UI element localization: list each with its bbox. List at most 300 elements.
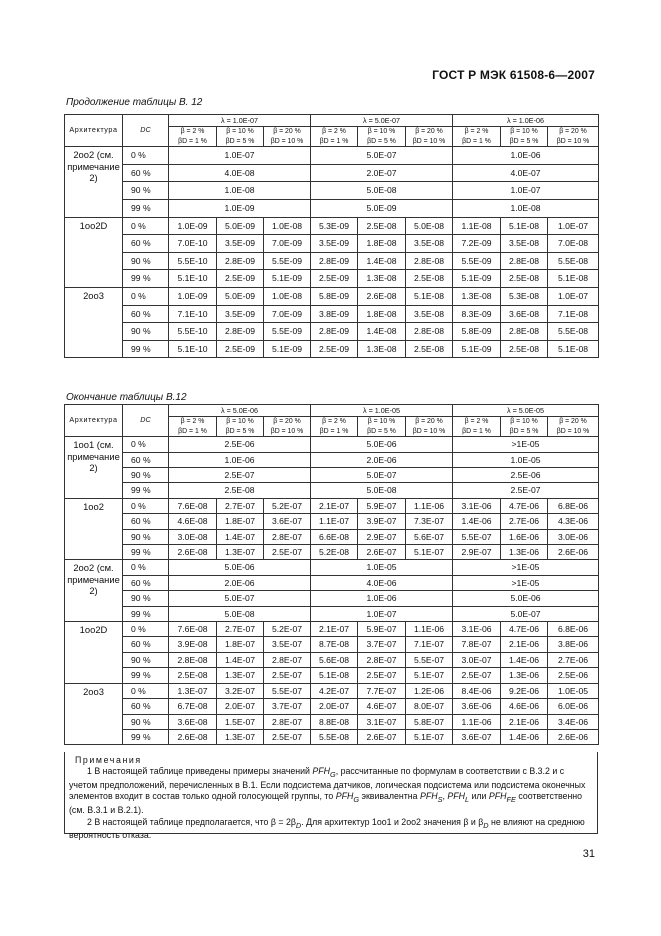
value-cell: 3.4E-06 [548, 714, 599, 729]
value-cell: 5.1E-10 [169, 270, 217, 288]
value-cell: 5.1E-08 [548, 270, 599, 288]
beta-header [358, 127, 406, 147]
value-cell: 2.8E-07 [264, 529, 311, 544]
dc-cell: 0 % [123, 498, 169, 513]
value-cell: 1.4E-06 [453, 514, 501, 529]
value-cell: 5.5E-09 [264, 323, 311, 341]
architecture-cell: 1oo2D [65, 217, 123, 287]
value-cell: 8.0E-07 [406, 699, 453, 714]
beta-header [169, 417, 217, 437]
value-cell: 5.2E-07 [264, 498, 311, 513]
value-cell: 2.8E-09 [217, 252, 264, 270]
table-row [65, 637, 599, 652]
table-row [65, 545, 599, 560]
value-cell: 3.1E-07 [358, 714, 406, 729]
beta-label: β = 2 % [322, 418, 346, 425]
dc-cell: 99 % [123, 340, 169, 358]
value-cell: 5.2E-07 [264, 622, 311, 637]
value-cell: 3.5E-08 [406, 235, 453, 253]
value-cell: 2.1E-06 [501, 714, 548, 729]
value-cell: 1.3E-07 [217, 545, 264, 560]
value-cell: 1.3E-06 [501, 668, 548, 683]
value-cell: 1.4E-08 [358, 252, 406, 270]
value-cell: 3.9E-07 [358, 514, 406, 529]
value-cell: 2.7E-06 [548, 652, 599, 667]
value-cell: 5.9E-07 [358, 622, 406, 637]
value-cell: 8.7E-08 [311, 637, 358, 652]
value-cell: 1.8E-07 [217, 514, 264, 529]
beta-header [501, 127, 548, 147]
table1-caption: Продолжение таблицы B. 12 [66, 97, 203, 108]
value-cell: 5.1E-09 [264, 270, 311, 288]
value-cell: 1.8E-08 [358, 235, 406, 253]
value-cell: 3.5E-08 [406, 305, 453, 323]
value-cell: 3.6E-06 [453, 699, 501, 714]
merged-value-cell: 1.0E-05 [311, 560, 453, 575]
value-cell: 2.0E-07 [311, 699, 358, 714]
value-cell: 6.7E-08 [169, 699, 217, 714]
value-cell: 3.1E-06 [453, 622, 501, 637]
value-cell: 2.6E-08 [358, 287, 406, 305]
value-cell: 2.5E-09 [311, 340, 358, 358]
value-cell: 2.1E-07 [311, 498, 358, 513]
beta-label: β = 10 % [510, 418, 538, 425]
value-cell: 1.3E-08 [358, 270, 406, 288]
dc-cell: 99 % [123, 545, 169, 560]
table-row [65, 199, 599, 217]
merged-value-cell: 1.0E-09 [169, 199, 311, 217]
table1 [64, 114, 599, 358]
table-row [65, 452, 599, 467]
table-row [65, 305, 599, 323]
beta-header [406, 417, 453, 437]
value-cell: 3.6E-07 [453, 729, 501, 744]
table-row [65, 498, 599, 513]
value-cell: 3.7E-07 [358, 637, 406, 652]
value-cell: 1.8E-07 [217, 637, 264, 652]
beta-label: β = 10 % [226, 128, 254, 135]
architecture-cell: 2oo3 [65, 683, 123, 745]
merged-value-cell: 1.0E-08 [169, 182, 311, 200]
value-cell: 2.6E-06 [548, 545, 599, 560]
beta-d-label: βD = 10 % [556, 137, 590, 145]
value-cell: 3.0E-08 [169, 529, 217, 544]
value-cell: 5.5E-07 [453, 529, 501, 544]
value-cell: 5.1E-08 [501, 217, 548, 235]
dc-cell: 0 % [123, 622, 169, 637]
dc-cell: 90 % [123, 529, 169, 544]
value-cell: 5.6E-08 [311, 652, 358, 667]
beta-header [548, 417, 599, 437]
note-1: 1 В настоящей таблице приведены примеры значений $PFH_G$, рассчитанные по формулам в соответствии с В.3.2 и с учетом предположений, перечисленных в В.1. Если подсистема датчиков, логическая подсистема или подсистема оконечных элементов входит в состав только одной голосующей группы, то $PFH_G$ эквивалентна $PFH_S$, $PFH_L$ или $PFH_{FE}$ соответственно (см. В.3.1 и В.2.1). [69, 766, 586, 816]
value-cell: 4.6E-06 [501, 699, 548, 714]
merged-value-cell: 5.0E-07 [453, 606, 599, 621]
beta-header [406, 127, 453, 147]
value-cell: 6.0E-06 [548, 699, 599, 714]
value-cell: 5.0E-09 [217, 287, 264, 305]
value-cell: 8.4E-06 [453, 683, 501, 698]
value-cell: 2.1E-06 [501, 637, 548, 652]
merged-value-cell: 5.0E-06 [311, 437, 453, 452]
value-cell: 2.8E-08 [501, 323, 548, 341]
beta-label: β = 2 % [180, 128, 205, 135]
beta-label: β = 20 % [415, 418, 443, 425]
value-cell: 2.8E-08 [169, 652, 217, 667]
value-cell: 4.6E-08 [169, 514, 217, 529]
value-cell: 3.0E-07 [453, 652, 501, 667]
beta-label: β = 2 % [322, 128, 346, 135]
table-row [65, 164, 599, 182]
value-cell: 5.1E-09 [453, 270, 501, 288]
merged-value-cell: 1.0E-07 [169, 147, 311, 165]
table-row [65, 340, 599, 358]
value-cell: 1.3E-07 [217, 668, 264, 683]
page-number: 31 [582, 848, 595, 860]
merged-value-cell: 4.0E-07 [453, 164, 599, 182]
value-cell: 2.6E-07 [358, 545, 406, 560]
notes-title: Примечания [75, 755, 142, 765]
value-cell: 6.8E-06 [548, 498, 599, 513]
value-cell: 3.8E-09 [311, 305, 358, 323]
beta-d-label: βD = 5 % [225, 137, 255, 145]
value-cell: 5.5E-10 [169, 252, 217, 270]
value-cell: 1.1E-08 [453, 217, 501, 235]
table-row [65, 270, 599, 288]
value-cell: 5.5E-08 [548, 323, 599, 341]
dc-cell: 90 % [123, 182, 169, 200]
value-cell: 7.8E-07 [453, 637, 501, 652]
table-row [65, 514, 599, 529]
value-cell: 4.7E-06 [501, 498, 548, 513]
value-cell: 1.6E-06 [501, 529, 548, 544]
table-row [65, 147, 599, 165]
value-cell: 5.0E-09 [217, 217, 264, 235]
value-cell: 1.3E-07 [217, 729, 264, 744]
value-cell: 2.7E-06 [501, 514, 548, 529]
beta-label: β = 10 % [510, 128, 538, 135]
value-cell: 2.5E-09 [311, 270, 358, 288]
value-cell: 2.8E-07 [264, 714, 311, 729]
value-cell: 1.1E-06 [453, 714, 501, 729]
beta-d-label: βD = 5 % [367, 427, 396, 435]
beta-header [453, 127, 501, 147]
table-row [65, 323, 599, 341]
table-row [65, 668, 599, 683]
value-cell: 4.7E-06 [501, 622, 548, 637]
value-cell: 5.1E-07 [406, 545, 453, 560]
value-cell: 5.2E-08 [311, 545, 358, 560]
beta-d-label: βD = 10 % [270, 137, 304, 145]
value-cell: 1.0E-08 [264, 287, 311, 305]
beta-d-label: βD = 5 % [225, 427, 255, 435]
value-cell: 5.1E-08 [548, 340, 599, 358]
value-cell: 1.0E-09 [169, 217, 217, 235]
merged-value-cell: 1.0E-08 [453, 199, 599, 217]
merged-value-cell: 2.0E-06 [311, 452, 453, 467]
value-cell: 9.2E-06 [501, 683, 548, 698]
beta-d-label: βD = 10 % [556, 427, 590, 435]
value-cell: 2.8E-09 [311, 252, 358, 270]
value-cell: 3.5E-09 [217, 305, 264, 323]
beta-label: β = 10 % [367, 128, 396, 135]
value-cell: 5.1E-10 [169, 340, 217, 358]
value-cell: 5.1E-07 [406, 729, 453, 744]
value-cell: 5.9E-07 [358, 498, 406, 513]
beta-label: β = 10 % [367, 418, 396, 425]
dc-cell: 60 % [123, 514, 169, 529]
beta-d-label: βD = 1 % [462, 137, 491, 145]
architecture-cell: 1oo2 [65, 498, 123, 560]
beta-d-label: βD = 5 % [509, 427, 539, 435]
merged-value-cell: 2.0E-07 [311, 164, 453, 182]
beta-d-label: βD = 5 % [509, 137, 539, 145]
table-row [65, 437, 599, 452]
beta-header [311, 127, 358, 147]
note-2: 2 В настоящей таблице предполагается, что $\beta = 2\beta_D$. Для архитектур 1oo1 и 2oo2 значения β и $\beta_D$ не влияют на среднюю вероятность отказа. [69, 816, 585, 841]
value-cell: 1.4E-07 [217, 529, 264, 544]
value-cell: 4.2E-07 [311, 683, 358, 698]
value-cell: 5.5E-09 [453, 252, 501, 270]
beta-d-label: βD = 10 % [412, 137, 446, 145]
value-cell: 3.6E-07 [264, 514, 311, 529]
value-cell: 2.9E-07 [453, 545, 501, 560]
merged-value-cell: >1E-05 [453, 575, 599, 590]
table-row [65, 606, 599, 621]
beta-label: β = 20 % [273, 128, 301, 135]
table-row [65, 483, 599, 498]
beta-label: β = 2 % [464, 128, 489, 135]
col-header-architecture: Архитектура [65, 115, 123, 147]
table-row [65, 699, 599, 714]
value-cell: 3.6E-08 [169, 714, 217, 729]
value-cell: 2.8E-08 [501, 252, 548, 270]
beta-header [311, 417, 358, 437]
value-cell: 7.0E-09 [264, 305, 311, 323]
table-row [65, 622, 599, 637]
value-cell: 5.5E-07 [264, 683, 311, 698]
table-row [65, 591, 599, 606]
value-cell: 2.5E-07 [264, 668, 311, 683]
value-cell: 1.4E-08 [358, 323, 406, 341]
table-row [65, 182, 599, 200]
merged-value-cell: 5.0E-07 [169, 591, 311, 606]
value-cell: 2.5E-09 [217, 340, 264, 358]
value-cell: 3.2E-07 [217, 683, 264, 698]
value-cell: 2.1E-07 [311, 622, 358, 637]
value-cell: 5.0E-08 [406, 217, 453, 235]
value-cell: 2.8E-09 [311, 323, 358, 341]
value-cell: 1.0E-07 [548, 287, 599, 305]
value-cell: 5.1E-09 [453, 340, 501, 358]
beta-d-label: βD = 10 % [270, 427, 304, 435]
value-cell: 2.7E-07 [217, 622, 264, 637]
value-cell: 2.5E-08 [406, 340, 453, 358]
value-cell: 2.7E-07 [217, 498, 264, 513]
value-cell: 1.0E-05 [548, 683, 599, 698]
table-row [65, 217, 599, 235]
dc-cell: 60 % [123, 235, 169, 253]
beta-header [264, 417, 311, 437]
value-cell: 6.6E-08 [311, 529, 358, 544]
table-row [65, 235, 599, 253]
table-row [65, 252, 599, 270]
value-cell: 7.0E-10 [169, 235, 217, 253]
beta-header [217, 127, 264, 147]
value-cell: 7.2E-09 [453, 235, 501, 253]
dc-cell: 60 % [123, 575, 169, 590]
lambda-header: λ = 5.0E-07 [311, 115, 453, 127]
dc-cell: 0 % [123, 147, 169, 165]
lambda-header: λ = 5.0E-05 [453, 405, 599, 417]
dc-cell: 90 % [123, 714, 169, 729]
value-cell: 5.5E-07 [406, 652, 453, 667]
value-cell: 3.5E-07 [264, 637, 311, 652]
beta-header [169, 127, 217, 147]
table-row [65, 729, 599, 744]
value-cell: 3.5E-09 [311, 235, 358, 253]
dc-cell: 90 % [123, 468, 169, 483]
table-row [65, 287, 599, 305]
beta-label: β = 20 % [559, 128, 587, 135]
value-cell: 1.1E-06 [406, 498, 453, 513]
merged-value-cell: 1.0E-06 [311, 591, 453, 606]
dc-cell: 60 % [123, 164, 169, 182]
value-cell: 2.0E-07 [217, 699, 264, 714]
merged-value-cell: 1.0E-07 [311, 606, 453, 621]
dc-cell: 99 % [123, 270, 169, 288]
merged-value-cell: 5.0E-07 [311, 468, 453, 483]
beta-header [453, 417, 501, 437]
dc-cell: 0 % [123, 560, 169, 575]
beta-label: β = 20 % [415, 128, 443, 135]
value-cell: 5.5E-08 [311, 729, 358, 744]
value-cell: 2.8E-09 [217, 323, 264, 341]
merged-value-cell: 2.5E-06 [453, 468, 599, 483]
dc-cell: 99 % [123, 483, 169, 498]
table-row [65, 714, 599, 729]
notes-block [64, 752, 598, 841]
merged-value-cell: 1.0E-06 [453, 147, 599, 165]
value-cell: 2.8E-08 [406, 252, 453, 270]
architecture-cell: 1oo1 (см. примечание 2) [65, 437, 123, 499]
value-cell: 1.1E-06 [406, 622, 453, 637]
value-cell: 5.5E-08 [548, 252, 599, 270]
dc-cell: 90 % [123, 591, 169, 606]
beta-header [501, 417, 548, 437]
merged-value-cell: 4.0E-06 [311, 575, 453, 590]
architecture-cell: 2oo2 (см. примечание 2) [65, 147, 123, 217]
value-cell: 1.8E-08 [358, 305, 406, 323]
lambda-header: λ = 5.0E-06 [169, 405, 311, 417]
beta-d-label: βD = 1 % [319, 427, 349, 435]
dc-cell: 90 % [123, 652, 169, 667]
value-cell: 5.3E-08 [501, 287, 548, 305]
value-cell: 7.6E-08 [169, 622, 217, 637]
value-cell: 1.4E-06 [501, 729, 548, 744]
value-cell: 2.5E-07 [358, 668, 406, 683]
value-cell: 1.3E-08 [453, 287, 501, 305]
beta-header [264, 127, 311, 147]
dc-cell: 90 % [123, 323, 169, 341]
value-cell: 7.3E-07 [406, 514, 453, 529]
merged-value-cell: 5.0E-06 [453, 591, 599, 606]
value-cell: 2.9E-07 [358, 529, 406, 544]
value-cell: 2.8E-08 [406, 323, 453, 341]
dc-cell: 99 % [123, 668, 169, 683]
merged-value-cell: >1E-05 [453, 560, 599, 575]
merged-value-cell: 5.0E-09 [311, 199, 453, 217]
col-header-dc: DC [123, 115, 169, 147]
beta-d-label: βD = 10 % [412, 427, 446, 435]
value-cell: 5.8E-09 [453, 323, 501, 341]
merged-value-cell: >1E-05 [453, 437, 599, 452]
value-cell: 2.5E-08 [501, 340, 548, 358]
lambda-header: λ = 1.0E-06 [453, 115, 599, 127]
value-cell: 1.4E-07 [217, 652, 264, 667]
dc-cell: 0 % [123, 683, 169, 698]
value-cell: 2.5E-07 [264, 729, 311, 744]
value-cell: 7.0E-08 [548, 235, 599, 253]
merged-value-cell: 4.0E-08 [169, 164, 311, 182]
beta-label: β = 2 % [464, 418, 489, 425]
value-cell: 6.8E-06 [548, 622, 599, 637]
value-cell: 5.6E-07 [406, 529, 453, 544]
dc-cell: 0 % [123, 217, 169, 235]
architecture-cell: 2oo3 [65, 287, 123, 357]
col-header-architecture: Архитектура [65, 405, 123, 437]
beta-d-label: βD = 1 % [178, 137, 207, 145]
table-row [65, 652, 599, 667]
value-cell: 5.1E-07 [406, 668, 453, 683]
value-cell: 2.6E-07 [358, 729, 406, 744]
value-cell: 2.6E-08 [169, 729, 217, 744]
merged-value-cell: 2.5E-08 [169, 483, 311, 498]
value-cell: 4.6E-07 [358, 699, 406, 714]
value-cell: 2.5E-09 [217, 270, 264, 288]
value-cell: 3.0E-06 [548, 529, 599, 544]
value-cell: 3.1E-06 [453, 498, 501, 513]
value-cell: 5.1E-08 [406, 287, 453, 305]
dc-cell: 99 % [123, 729, 169, 744]
beta-d-label: βD = 1 % [462, 427, 491, 435]
beta-d-label: βD = 5 % [367, 137, 396, 145]
value-cell: 2.6E-08 [169, 545, 217, 560]
value-cell: 2.5E-08 [169, 668, 217, 683]
merged-value-cell: 1.0E-06 [169, 452, 311, 467]
value-cell: 1.4E-06 [501, 652, 548, 667]
value-cell: 3.5E-09 [217, 235, 264, 253]
value-cell: 2.5E-08 [501, 270, 548, 288]
beta-d-label: βD = 1 % [319, 137, 349, 145]
value-cell: 7.7E-07 [358, 683, 406, 698]
value-cell: 1.0E-07 [548, 217, 599, 235]
value-cell: 3.8E-06 [548, 637, 599, 652]
table-row [65, 468, 599, 483]
merged-value-cell: 5.0E-07 [311, 147, 453, 165]
value-cell: 2.5E-08 [406, 270, 453, 288]
table2 [64, 404, 599, 745]
merged-value-cell: 1.0E-07 [453, 182, 599, 200]
value-cell: 1.3E-07 [169, 683, 217, 698]
value-cell: 3.7E-07 [264, 699, 311, 714]
merged-value-cell: 1.0E-05 [453, 452, 599, 467]
value-cell: 5.1E-09 [264, 340, 311, 358]
value-cell: 7.0E-09 [264, 235, 311, 253]
merged-value-cell: 2.5E-06 [169, 437, 311, 452]
beta-header [217, 417, 264, 437]
value-cell: 7.1E-08 [548, 305, 599, 323]
value-cell: 2.5E-06 [548, 668, 599, 683]
